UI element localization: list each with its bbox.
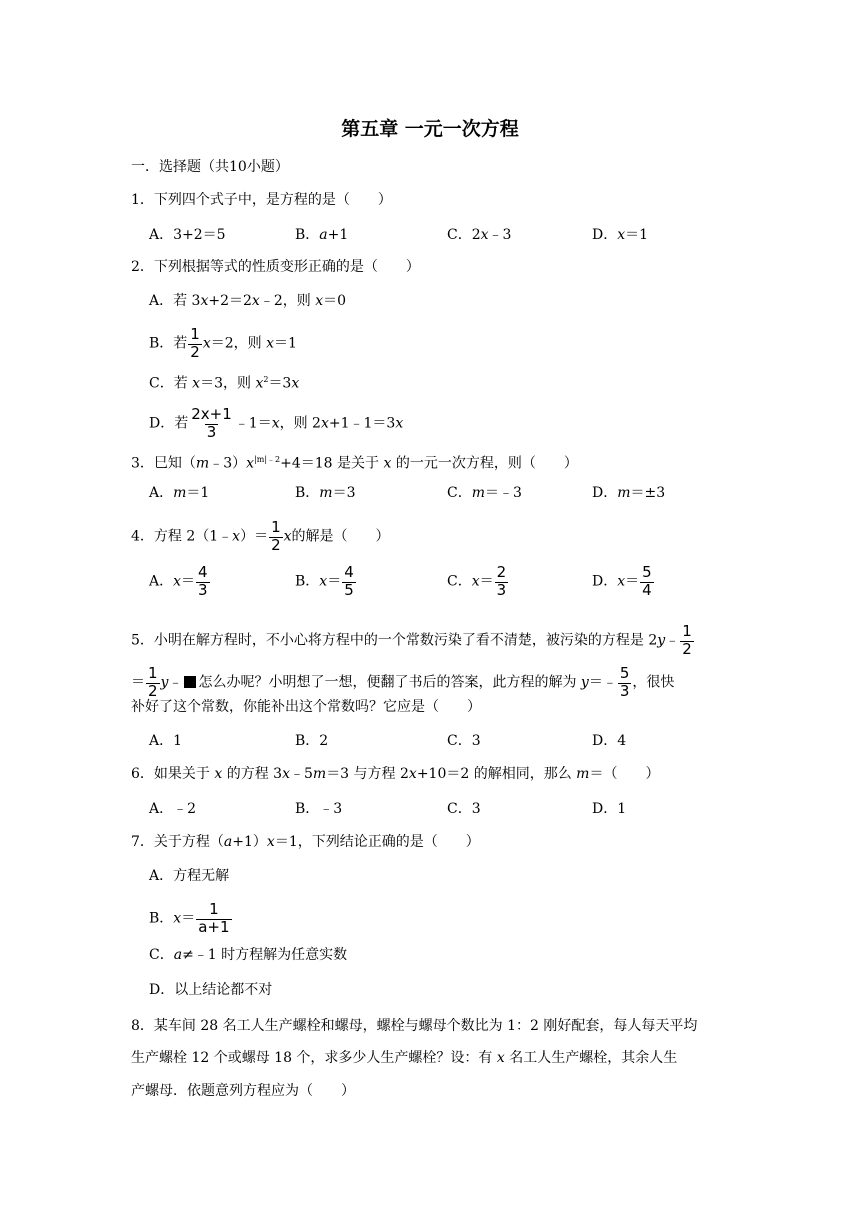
question-3-option-c: C．m＝﹣3 bbox=[447, 485, 522, 501]
question-4-option-b: B．x＝ $\frac{4}{5}$ bbox=[295, 563, 354, 599]
question-3-option-b: B．m＝3 bbox=[295, 485, 356, 501]
fraction: $\frac{2x+1}{3}$ bbox=[191, 405, 232, 441]
question-2-option-a: A．若 3x+2＝2x﹣2，则 x＝0 bbox=[149, 293, 347, 309]
fraction: $\frac{5}{3}$ bbox=[619, 664, 630, 700]
fraction: $\frac{1}{2}$ bbox=[271, 518, 281, 554]
question-2-stem: 2．下列根据等式的性质变形正确的是（ ） bbox=[131, 259, 420, 275]
question-5-option-d: D．4 bbox=[592, 733, 627, 749]
question-2-option-b: B．若 $\frac{1}{2}$ x＝2，则 x＝1 bbox=[149, 325, 297, 361]
question-5-line-3: 补好了这个常数，你能补出这个常数吗？它应是（ ） bbox=[131, 699, 481, 715]
question-1-option-d: D．x＝1 bbox=[592, 227, 649, 243]
question-5-line-2: ＝ $\frac{1}{2}$ y﹣ 怎么办呢？小明想了一想，便翻了书后的答案，此方程的解为 y＝﹣ $\frac{5}{3}$ ，很快 bbox=[131, 664, 675, 700]
fraction: $\frac{2}{3}$ bbox=[496, 563, 507, 599]
question-7-option-c: C．a≠﹣1 时方程解为任意实数 bbox=[149, 947, 348, 963]
question-7-option-d: D．以上结论都不对 bbox=[149, 982, 273, 998]
question-7-option-a: A．方程无解 bbox=[149, 868, 230, 884]
question-7-stem: 7．关于方程（a+1）x＝1，下列结论正确的是（ ） bbox=[131, 834, 480, 850]
question-1-option-b: B．a+1 bbox=[295, 227, 349, 243]
fraction: $\frac{1}{2}$ bbox=[682, 622, 692, 658]
question-4-stem: 4．方程 2（1﹣x）＝ $\frac{1}{2}$ x的解是（ ） bbox=[131, 518, 390, 554]
question-4-option-d: D．x＝ $\frac{5}{4}$ bbox=[592, 563, 652, 599]
question-5-option-a: A．1 bbox=[149, 733, 183, 749]
fraction: $\frac{5}{4}$ bbox=[642, 563, 652, 599]
question-8-line-1: 8．某车间 28 名工人生产螺栓和螺母，螺栓与螺母个数比为 1：2 刚好配套，每人每天平均 bbox=[131, 1018, 698, 1034]
question-6-option-d: D．1 bbox=[592, 801, 627, 817]
question-6-option-a: A．﹣2 bbox=[149, 801, 197, 817]
question-3-option-a: A．m＝1 bbox=[149, 485, 210, 501]
fraction: $\frac{1}{a+1}$ bbox=[198, 900, 230, 936]
question-3-option-d: D．m＝±3 bbox=[592, 485, 666, 501]
question-6-option-b: B．﹣3 bbox=[295, 801, 343, 817]
question-6-stem: 6．如果关于 x 的方程 3x﹣5m＝3 与方程 2x+10＝2 的解相同，那么 m＝（ ） bbox=[131, 766, 660, 782]
question-1-stem: 1．下列四个式子中，是方程的是（ ） bbox=[131, 192, 392, 208]
question-2-option-c: C．若 x＝3，则 $x^2=3x$ bbox=[149, 375, 300, 392]
question-6-option-c: C．3 bbox=[447, 801, 481, 817]
fraction: $\frac{1}{2}$ bbox=[190, 325, 200, 361]
fraction: $\frac{1}{2}$ bbox=[148, 664, 158, 700]
question-7-option-b: B．x＝ $\frac{1}{a+1}$ bbox=[149, 900, 230, 936]
question-8-line-3: 产螺母．依题意列方程应为（ ） bbox=[131, 1083, 355, 1099]
question-2-option-d: D．若 $\frac{2x+1}{3}$ ﹣1＝x，则 2x+1﹣1＝3x bbox=[149, 405, 404, 441]
question-8-line-2: 生产螺栓 12 个或螺母 18 个，求多少人生产螺栓？设：有 x 名工人生产螺栓，其余人生 bbox=[131, 1050, 678, 1066]
question-4-option-a: A．x＝ $\frac{4}{3}$ bbox=[149, 563, 208, 599]
section-heading: 一．选择题（共10小题） bbox=[131, 159, 289, 175]
fraction: $\frac{4}{3}$ bbox=[198, 563, 208, 599]
smudge-block-icon bbox=[184, 676, 196, 688]
question-4-option-c: C．x＝ $\frac{2}{3}$ bbox=[447, 563, 507, 599]
question-5-line-1: 5．小明在解方程时，不小心将方程中的一个常数污染了看不清楚，被污染的方程是 2y﹣ $\frac{1}{2}$ bbox=[131, 622, 692, 658]
page-title: 第五章 一元一次方程 bbox=[341, 118, 519, 140]
question-1-option-c: C．2x﹣3 bbox=[447, 227, 512, 243]
fraction: $\frac{4}{5}$ bbox=[344, 563, 354, 599]
question-1-option-a: A．3+2＝5 bbox=[149, 227, 226, 243]
question-5-option-c: C．3 bbox=[447, 733, 481, 749]
question-3-stem: 3．巳知$(m﹣3)x^{|m|﹣2}+4=18$ 是关于 x 的一元一次方程，则（ ） bbox=[131, 455, 578, 472]
question-5-option-b: B．2 bbox=[295, 733, 329, 749]
